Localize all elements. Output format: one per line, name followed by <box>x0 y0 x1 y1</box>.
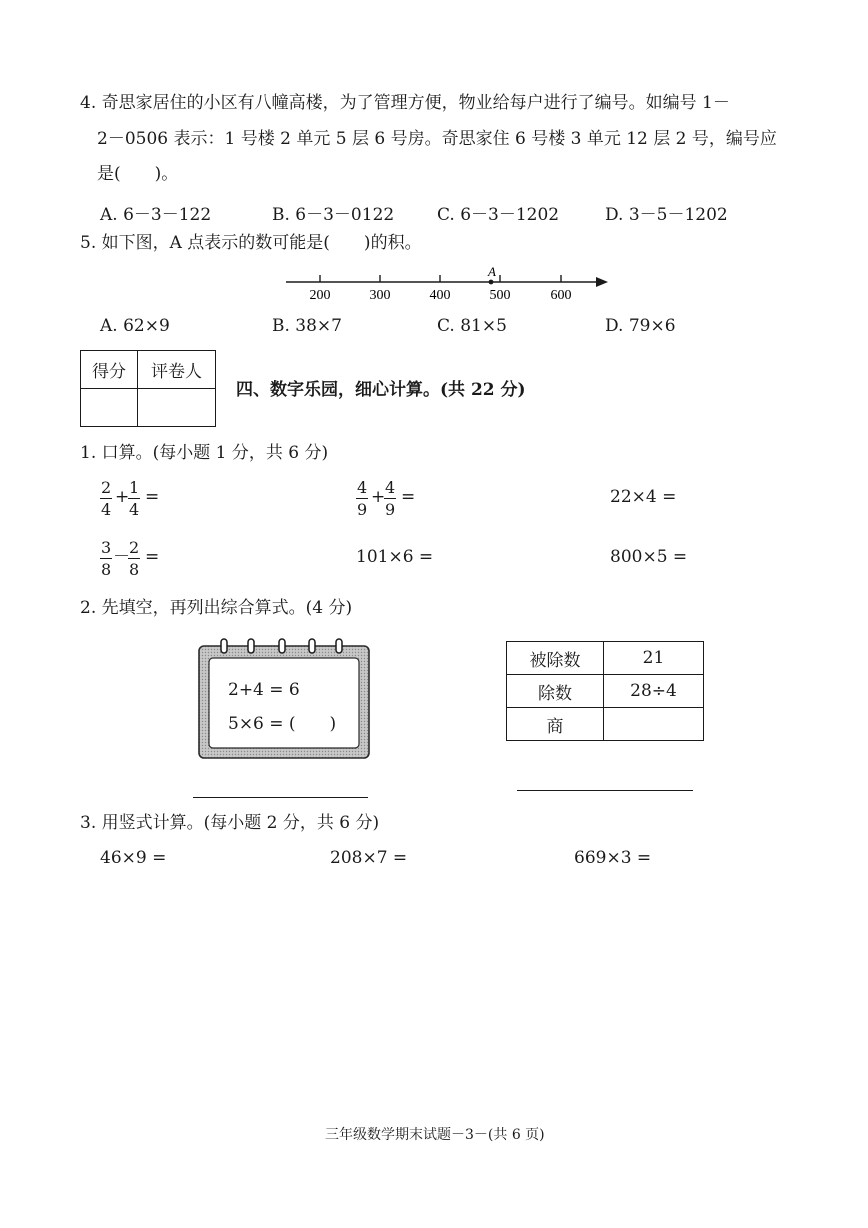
vertical-heading: 3. 用竖式计算。(每小题 2 分，共 6 分) <box>80 813 380 833</box>
q4-line2: 2－0506 表示：1 号楼 2 单元 5 层 6 号房。奇思家住 6 号楼 3 单元 12 层 2 号，编号应 <box>97 129 777 149</box>
divisor-value: 28÷4 <box>604 675 704 708</box>
dividend-label: 被除数 <box>507 642 604 675</box>
fraction: $\frac{1}{4}$ <box>129 478 140 519</box>
q5-option-b: B. 38×7 <box>272 316 342 336</box>
quotient-label: 商 <box>507 708 604 741</box>
oral-item-5: 101×6 = <box>356 547 434 567</box>
fraction: $\frac{4}{9}$ <box>385 478 396 519</box>
q5-option-a: A. 62×9 <box>100 316 170 336</box>
oral-heading: 1. 口算。(每小题 1 分，共 6 分) <box>80 443 329 463</box>
q4-option-c: C. 6－3－1202 <box>437 205 560 225</box>
oral-item-3: 22×4 = <box>610 487 677 507</box>
tick-label-400: 400 <box>429 288 451 303</box>
score-table <box>80 350 216 427</box>
fraction: $\frac{2}{4}$ <box>101 478 112 519</box>
equals: = <box>401 487 416 507</box>
grader-cell[interactable] <box>138 389 216 427</box>
oral-item-6: 800×5 = <box>610 547 688 567</box>
score-header: 得分 <box>81 351 138 389</box>
vertical-item-3: 669×3 = <box>574 848 652 868</box>
tick-label-600: 600 <box>550 288 572 303</box>
fraction: $\frac{3}{8}$ <box>101 538 112 579</box>
division-table <box>506 641 704 741</box>
card-line-1: 2+4 = 6 <box>228 680 300 700</box>
page-footer: 三年级数学期末试题－3－(共 6 页) <box>325 1127 545 1143</box>
q4-option-a: A. 6－3－122 <box>100 205 212 225</box>
score-cell[interactable] <box>81 389 138 427</box>
fraction: $\frac{2}{8}$ <box>129 538 140 579</box>
operator: + <box>115 487 130 507</box>
q5-option-c: C. 81×5 <box>437 316 507 336</box>
fraction: $\frac{4}{9}$ <box>357 478 368 519</box>
table-answer-line[interactable] <box>517 790 693 791</box>
q5-option-d: D. 79×6 <box>605 316 676 336</box>
card-answer-line[interactable] <box>193 797 368 798</box>
operator: + <box>371 487 386 507</box>
equals: = <box>145 487 160 507</box>
equals: = <box>145 547 160 567</box>
divisor-label: 除数 <box>507 675 604 708</box>
vertical-item-2: 208×7 = <box>330 848 408 868</box>
tick-label-200: 200 <box>309 288 331 303</box>
point-a-dot <box>489 280 494 285</box>
tick-label-500: 500 <box>489 288 511 303</box>
tick-label-300: 300 <box>369 288 391 303</box>
fill-heading: 2. 先填空，再列出综合算式。(4 分) <box>80 598 353 618</box>
quotient-value[interactable] <box>604 708 704 741</box>
grader-header: 评卷人 <box>138 351 216 389</box>
q4-line3: 是( )。 <box>97 164 179 184</box>
q4-line1: 4. 奇思家居住的小区有八幢高楼，为了管理方便，物业给每户进行了编号。如编号 1－ <box>80 93 730 113</box>
vertical-item-1: 46×9 = <box>100 848 167 868</box>
q4-option-b: B. 6－3－0122 <box>272 205 395 225</box>
number-line <box>280 262 620 304</box>
q4-option-d: D. 3－5－1202 <box>605 205 728 225</box>
section-title: 四、数字乐园，细心计算。(共 22 分) <box>236 380 526 400</box>
card-line-2: 5×6 = ( ) <box>228 714 337 734</box>
operator: － <box>113 547 130 567</box>
dividend-value: 21 <box>604 642 704 675</box>
point-a-label: A <box>488 264 496 279</box>
q5-text: 5. 如下图，A 点表示的数可能是( )的积。 <box>80 233 422 253</box>
